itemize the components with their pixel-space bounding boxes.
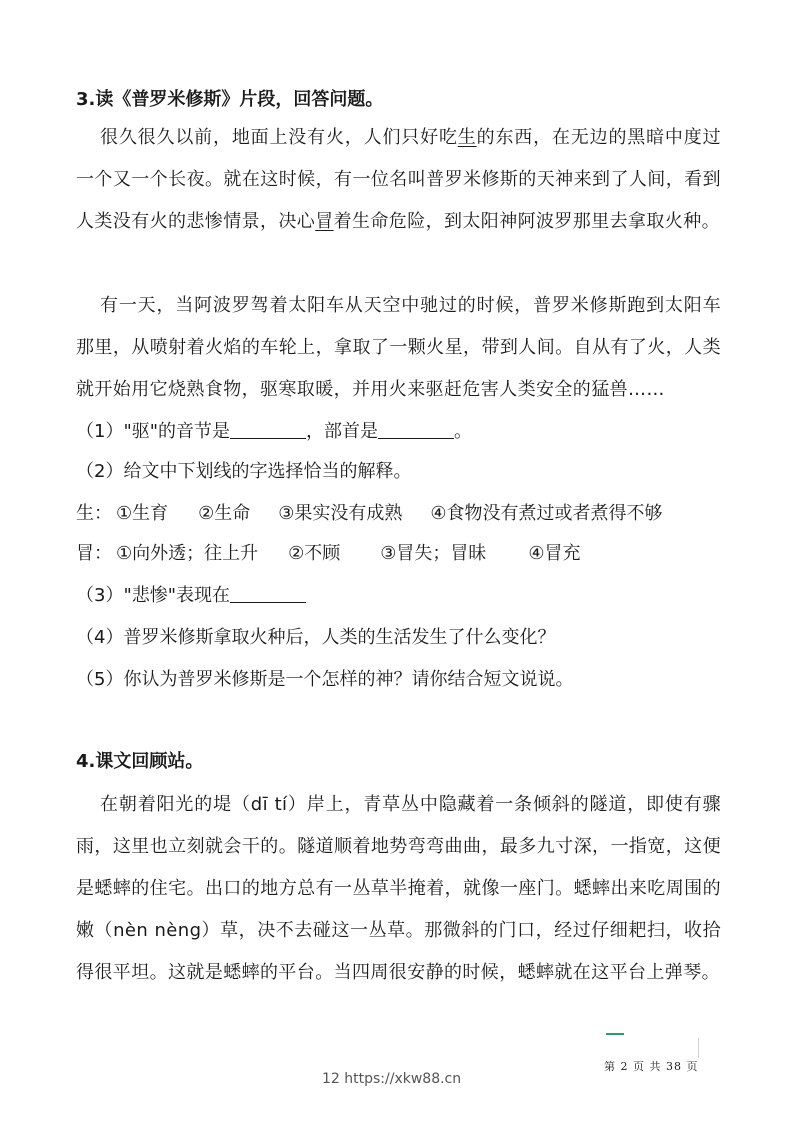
sub-question-text: （1）"驱"的音节是 <box>76 421 231 442</box>
q3-sub-question-1 <box>76 420 726 444</box>
q3-sub-question-5: （5）你认为普罗米修斯是一个怎样的神？请你结合短文说说。 <box>76 669 574 690</box>
sub-question-text: （3）"悲惨"表现在 <box>76 585 231 606</box>
answer-blank-pinyin[interactable] <box>230 420 306 439</box>
q3-passage-paragraph-2: 有一天，当阿波罗驾着太阳车从天空中驰过的时候，普罗米修斯跑到太阳车那里，从喷射着火焰的车轮上，拿取了一颗火星，带到人间。自从有了火，人类就开始用它烧熟食物，驱寒取暖，并用火来驱赶危害人类安全的猛兽…… <box>76 295 721 400</box>
option-item: ③冒失；冒昧 <box>380 543 487 564</box>
q3-passage-paragraph-1 <box>76 117 721 243</box>
page-number: 第 2 页 共 38 页 <box>604 1060 699 1073</box>
underlined-char-sheng: 生 <box>457 127 477 148</box>
option-item: ②生命 <box>198 503 251 524</box>
passage-text: 着生命危险，到太阳神阿波罗那里去拿取火种。 <box>333 211 721 232</box>
option-row-label: 冒： <box>76 543 112 564</box>
q3-sub-question-4: （4）普罗米修斯拿取火种后，人类的生活发生了什么变化？ <box>76 627 556 648</box>
passage-text: 的东西，在无边的黑暗中度过一个又一个长夜。就在这时候，有一位名叫普罗米修斯的天神来到了人间，看到人类没有火的悲惨情景，决心 <box>76 127 721 232</box>
option-item: ④食物没有煮过或者煮得不够 <box>430 503 663 524</box>
option-item: ③果实没有成熟 <box>278 503 403 524</box>
question-4-title: 4.课文回顾站。 <box>76 751 204 772</box>
watermark-text: 12 https://xkw88.cn <box>322 1071 462 1087</box>
answer-blank-beican[interactable] <box>230 584 306 603</box>
mao-options-row <box>76 542 726 566</box>
answer-blank-radical[interactable] <box>378 420 454 439</box>
option-item: ④冒充 <box>528 543 581 564</box>
option-item: ①向外透；往上升 <box>116 543 259 564</box>
option-item: ②不顾 <box>288 543 341 564</box>
q3-sub-question-2: （2）给文中下划线的字选择恰当的解释。 <box>76 461 412 482</box>
footer-accent-mark <box>606 1033 624 1035</box>
sheng-options-row <box>76 502 726 526</box>
q4-passage-paragraph: 在朝着阳光的堤（dī tí）岸上，青草丛中隐藏着一条倾斜的隧道，即使有骤雨，这里也立刻就会干的。隧道顺着地势弯弯曲曲，最多九寸深，一指宽，这便是蟋蟀的住宅。出口的地方总有一丛草半掩着，就像一座门。蟋蟀出来吃周围的嫩（nèn nèng）草，决不去碰这一丛草。那微斜的门口，经过仔细耙扫，收拾得很平坦。这就是蟋蟀的平台。当四周很安静的时候，蟋蟀就在这平台上弹琴。 <box>76 794 721 983</box>
option-item: ①生育 <box>116 503 169 524</box>
sub-question-text: 。 <box>454 421 473 442</box>
q3-sub-question-3 <box>76 584 726 608</box>
option-row-label: 生： <box>76 503 112 524</box>
question-3-title: 3.读《普罗米修斯》片段，回答问题。 <box>76 89 384 110</box>
footer-divider <box>698 1038 699 1058</box>
passage-text: 很久很久以前，地面上没有火，人们只好吃 <box>100 127 458 148</box>
sub-question-text: ，部首是 <box>306 421 379 442</box>
underlined-char-mao: 冒 <box>315 211 334 232</box>
